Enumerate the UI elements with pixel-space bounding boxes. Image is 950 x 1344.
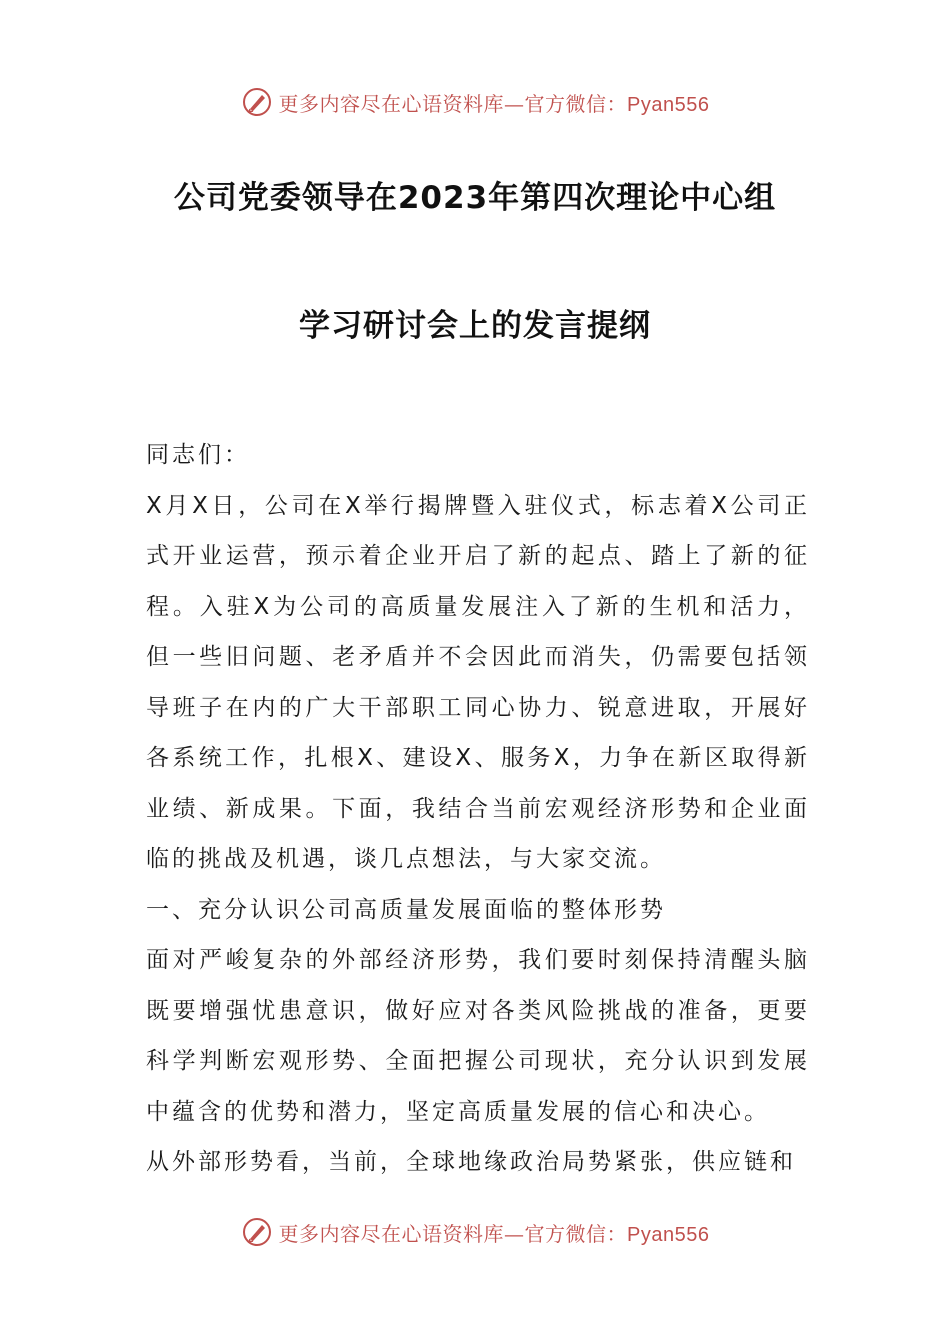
watermark-banner-bottom xyxy=(0,1212,950,1252)
watermark-label: 更多内容尽在心语资料库—官方微信： xyxy=(278,1221,628,1246)
section-heading: 一、充分认识公司高质量发展面临的整体形势 xyxy=(146,896,666,923)
watermark-text xyxy=(279,88,710,117)
watermark-text xyxy=(279,1218,710,1247)
wechat-id: Pyan556 xyxy=(627,93,710,116)
body-paragraph: 面对严峻复杂的外部经济形势，我们要时刻保持清醒头脑既要增强忧患意识，做好应对各类风险挑战的准备，更要科学判断宏观形势、全面把握公司现状，充分认识到发展中蕴含的优势和潜力，坚定高质量发展的信心和决心。 xyxy=(146,947,810,1125)
pen-logo-icon xyxy=(241,1216,273,1248)
pen-logo-icon xyxy=(241,86,273,118)
salutation: 同志们： xyxy=(146,442,250,468)
watermark-label: 更多内容尽在心语资料库—官方微信： xyxy=(278,91,628,116)
document-title-line-1: 公司党委领导在2023年第四次理论中心组 xyxy=(173,180,777,216)
document-body xyxy=(146,430,810,1188)
watermark-banner-top xyxy=(0,82,950,122)
document-title-line-2: 学习研讨会上的发言提纲 xyxy=(299,308,651,344)
body-paragraph: 从外部形势看，当前，全球地缘政治局势紧张，供应链和 xyxy=(146,1149,796,1175)
body-paragraph: X月X日，公司在X举行揭牌暨入驻仪式，标志着X公司正式开业运营，预示着企业开启了新的起点、踏上了新的征程。入驻X为公司的高质量发展注入了新的生机和活力，但一些旧问题、老矛盾并不会因此而消失，仍需要包括领导班子在内的广大干部职工同心协力、锐意进取，开展好各系统工作，扎根X、建设X、服务X，力争在新区取得新业绩、新成果。下面，我结合当前宏观经济形势和企业面临的挑战及机遇，谈几点想法，与大家交流。 xyxy=(146,492,810,872)
wechat-id: Pyan556 xyxy=(627,1223,710,1246)
